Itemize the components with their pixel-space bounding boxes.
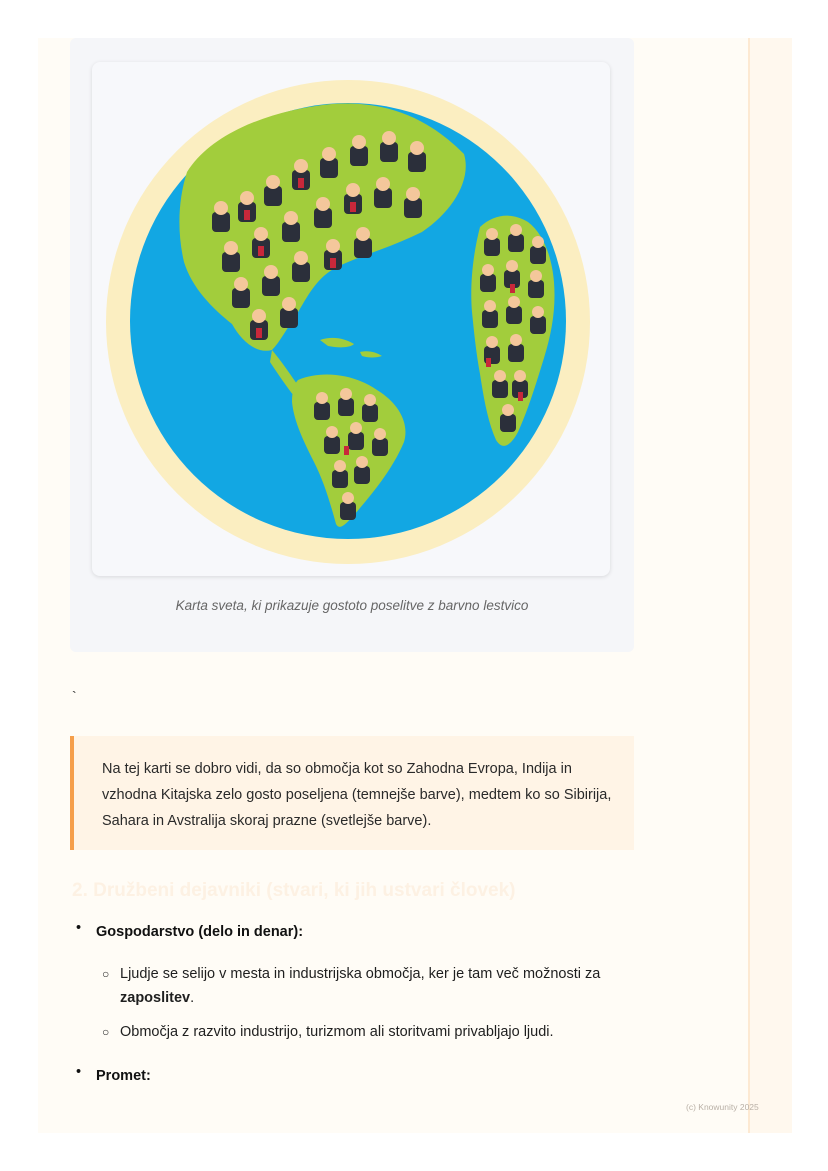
sub-bullet-circle: ○ (102, 967, 110, 981)
copyright-footer: (c) Knowunity 2025 (686, 1102, 759, 1112)
callout-text: Na tej karti se dobro vidi, da so območja kot so Zahodna Evropa, Indija in vzhodna Kitajska zelo gosto poseljena (temnejše barve), medtem ko so Sibirija, Sahara in Avstralija skoraj prazne (svetlejše barve). (102, 761, 612, 829)
right-rail (748, 38, 792, 1133)
sub-item-jobs (102, 962, 665, 1010)
stray-backtick: ` (72, 688, 77, 704)
sub-item-jobs-text: Ljudje se selijo v mesta in industrijska območja, ker je tam več možnosti za (120, 966, 601, 982)
list-item-transport-title: Promet: (96, 1068, 151, 1084)
sub-item-jobs-end: . (190, 990, 195, 1006)
sub-item-jobs-bold: zaposlitev (120, 990, 191, 1006)
list-item-transport (96, 1064, 151, 1088)
list-item-economy-title: Gospodarstvo (delo in denar): (96, 924, 304, 940)
section-heading: 2. Družbeni dejavniki (stvari, ki jih ustvari človek) (72, 880, 516, 901)
list-item-economy (96, 920, 303, 944)
sub-item-industry-text: Območja z razvito industrijo, turizmom ali storitvami privabljajo ljudi. (120, 1024, 554, 1040)
sub-bullet-circle: ○ (102, 1025, 110, 1039)
figure-image-frame (92, 62, 610, 576)
figure-caption: Karta sveta, ki prikazuje gostoto poselitve z barvno lestvico (175, 598, 529, 613)
callout-box (70, 736, 634, 850)
bullet-dot: • (76, 920, 82, 936)
bullet-dot: • (76, 1064, 82, 1080)
world-population-image (92, 62, 610, 576)
figure-card (70, 38, 634, 652)
sub-item-industry (102, 1020, 665, 1044)
